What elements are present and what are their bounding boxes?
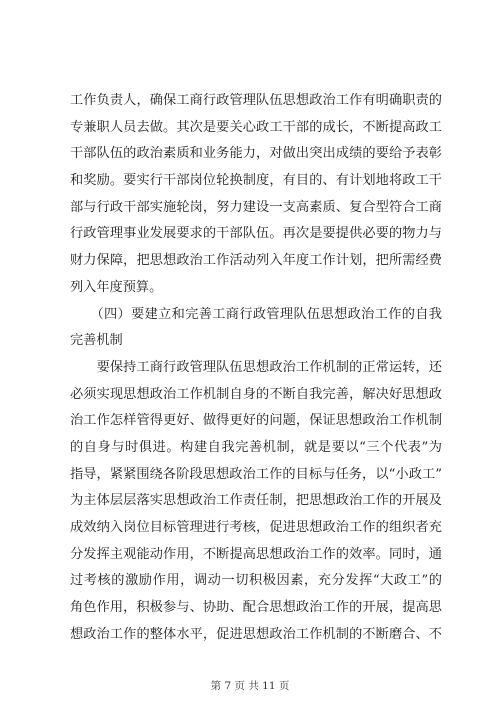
text-line: 和奖励。要实行干部岗位轮换制度，有目的、有计划地将政工干 <box>70 173 442 189</box>
text-line: 分发挥主观能动作用，不断提高思想政治工作的效率。同时，通 <box>70 546 442 562</box>
text-line: 治工作怎样管得更好、做得更好的问题，保证思想政治工作机制 <box>70 413 442 429</box>
text-line: 角色作用，积极参与、协助、配合思想政治工作的开展，提高思 <box>70 600 442 616</box>
text-line: 必须实现思想政治工作机制自身的不断自我完善，解决好思想政 <box>70 386 442 402</box>
text-line: 过考核的激励作用，调动一切积极因素，充分发挥“大政工”的 <box>70 573 442 589</box>
text-line: 要保持工商行政管理队伍思想政治工作机制的正常运转，还 <box>70 359 442 375</box>
text-line: 为主体层层落实思想政治工作责任制，把思想政治工作的开展及 <box>70 493 442 509</box>
text-line: 工作负责人，确保工商行政管理队伍思想政治工作有明确职责的 <box>70 93 442 108</box>
text-line: 想政治工作的整体水平，促进思想政治工作机制的不断磨合、不 <box>70 626 442 642</box>
text-line: 成效纳入岗位目标管理进行考核，促进思想政治工作的组织者充 <box>70 520 442 535</box>
text-line: 的自身与时俱进。构建自我完善机制，就是要以“三个代表”为 <box>70 439 442 455</box>
text-line: 列入年度预算。 <box>70 279 163 295</box>
text-line: 干部队伍的政治素质和业务能力，对做出突出成绩的要给予表彰 <box>70 146 442 162</box>
text-line: （四）要建立和完善工商行政管理队伍思想政治工作的自我 <box>70 306 442 322</box>
text-line: 完善机制 <box>70 333 123 349</box>
text-line: 部与行政干部实施轮岗，努力建设一支高素质、复合型符合工商 <box>70 199 442 215</box>
text-line: 指导，紧紧围绕各阶段思想政治工作的目标与任务，以“小政工” <box>70 466 442 482</box>
text-line: 财力保障，把思想政治工作活动列入年度工作计划，把所需经费 <box>70 253 442 269</box>
text-line: 行政管理事业发展要求的干部队伍。再次是要提供必要的物力与 <box>70 226 442 242</box>
body-text <box>70 88 442 648</box>
text-line: 专兼职人员去做。其次是要关心政工干部的成长，不断提高政工 <box>70 119 442 135</box>
page-footer: 第 7 页 共 11 页 <box>210 680 290 692</box>
